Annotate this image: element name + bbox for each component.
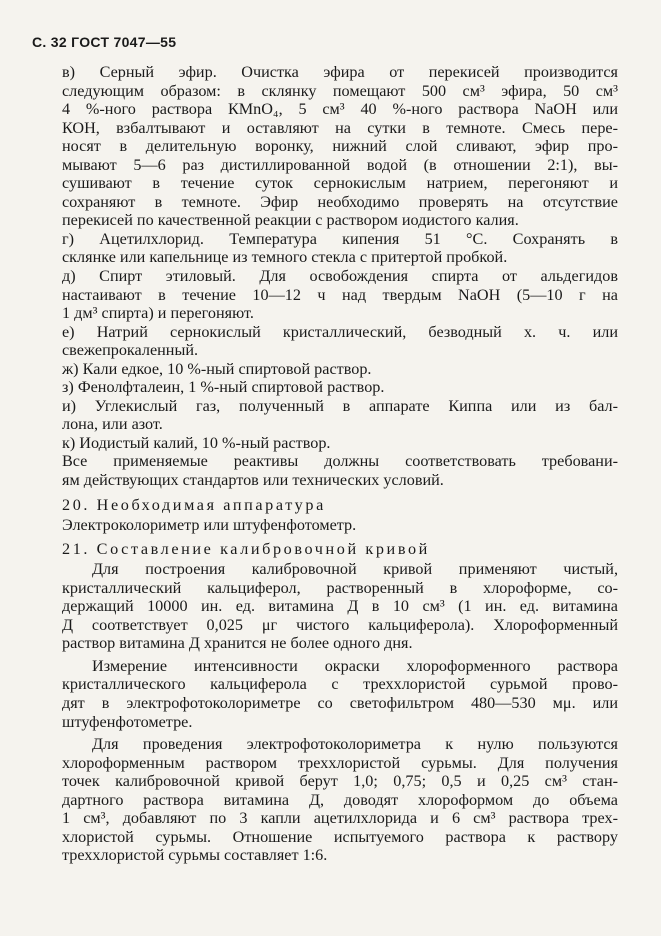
text-line: дартного раствора витамина Д, доводят хлороформом до объема <box>62 790 618 809</box>
page-header: С. 32 ГОСТ 7047—55 <box>32 34 177 50</box>
text-line: г) Ацетилхлорид. Температура кипения 51 °С. Сохранять в <box>62 229 618 248</box>
text-line: хлористой сурьмы. Отношение испытуемого раствора к раствору <box>62 827 618 846</box>
text-line: лона, или азот. <box>62 415 163 434</box>
text-line: штуфенфотометре. <box>62 712 193 731</box>
text-line: ям действующих стандартов или технических условий. <box>62 471 444 490</box>
text-line: хлороформенным раствором треххлористой сурьмы. Для получения <box>62 753 618 772</box>
text-line: ж) Кали едкое, 10 %-ный спиртовой раствор. <box>62 359 372 378</box>
text-line: д) Спирт этиловый. Для освобождения спирта от альдегидов <box>62 267 618 286</box>
text-line: точек калибровочной кривой берут 1,0; 0,75; 0,5 и 0,25 см³ стан- <box>62 772 618 791</box>
section-heading: 21. Составление калибровочной кривой <box>62 540 430 559</box>
text-line: Д соответствует 0,025 μг чистого кальциферола). Хлороформенный <box>62 615 618 634</box>
text-line: сушивают в течение суток сернокислым натрием, перегоняют и <box>62 174 618 193</box>
text-line: свежепрокаленный. <box>62 341 199 360</box>
text-line: треххлористой сурьмы составляет 1:6. <box>62 846 328 865</box>
text-line: 4 %-ного раствора КМnO₄, 5 см³ 40 %-ного раствора NaOH или <box>62 100 618 119</box>
text-line: раствор витамина Д хранится не более одного дня. <box>62 634 413 653</box>
text-line: перекисей по качественной реакции с раствором иодистого калия. <box>62 211 519 230</box>
text-line: Для проведения электрофотоколориметра к нулю пользуются <box>92 735 618 754</box>
text-line: носят в делительную воронку, нижний слой сливают, эфир про- <box>62 137 618 156</box>
text-line: следующим образом: в склянку помещают 500 см³ эфира, 50 см³ <box>62 81 618 100</box>
text-line: е) Натрий сернокислый кристаллический, безводный х. ч. или <box>62 322 618 341</box>
text-line: Все применяемые реактивы должны соответствовать требовани- <box>62 452 618 471</box>
text-line: к) Иодистый калий, 10 %-ный раствор. <box>62 433 331 452</box>
text-line: 1 дм³ спирта) и перегоняют. <box>62 304 254 323</box>
text-line: в) Серный эфир. Очистка эфира от перекисей производится <box>62 63 618 81</box>
text-line: Для построения калибровочной кривой применяют чистый, <box>92 560 618 579</box>
text-line: кристаллического кальциферола с треххлористой сурьмой прово- <box>62 675 618 694</box>
text-line: мывают 5—6 раз дистиллированной водой (в отношении 2:1), вы- <box>62 155 618 174</box>
text-line: настаивают в течение 10—12 ч над твердым NaOH (5—10 г на <box>62 285 618 304</box>
text-line: дят в электрофотоколориметре со светофильтром 480—530 мμ. или <box>62 693 618 712</box>
text-line: Электроколориметр или штуфенфотометр. <box>62 515 357 534</box>
document-body <box>62 63 618 865</box>
text-line: Измерение интенсивности окраски хлороформенного раствора <box>92 656 618 675</box>
text-line: сохраняют в темноте. Эфир необходимо проверять на отсутствие <box>62 192 618 211</box>
text-line: з) Фенолфталеин, 1 %-ный спиртовой раствор. <box>62 378 385 397</box>
text-line: 1 см³, добавляют по 3 капли ацетилхлорида и 6 см³ раствора трех- <box>62 809 618 828</box>
text-line: держащий 10000 ин. ед. витамина Д в 10 см³ (1 ин. ед. витамина <box>62 597 618 616</box>
text-line: КОН, взбалтывают и оставляют на сутки в темноте. Смесь пере- <box>62 118 618 137</box>
text-line: склянке или капельнице из темного стекла с притертой пробкой. <box>62 248 508 267</box>
text-line: кристаллический кальциферол, растворенный в хлороформе, со- <box>62 578 618 597</box>
text-line: и) Углекислый газ, полученный в аппарате Киппа или из бал- <box>62 396 618 415</box>
section-heading: 20. Необходимая аппаратура <box>62 495 326 514</box>
